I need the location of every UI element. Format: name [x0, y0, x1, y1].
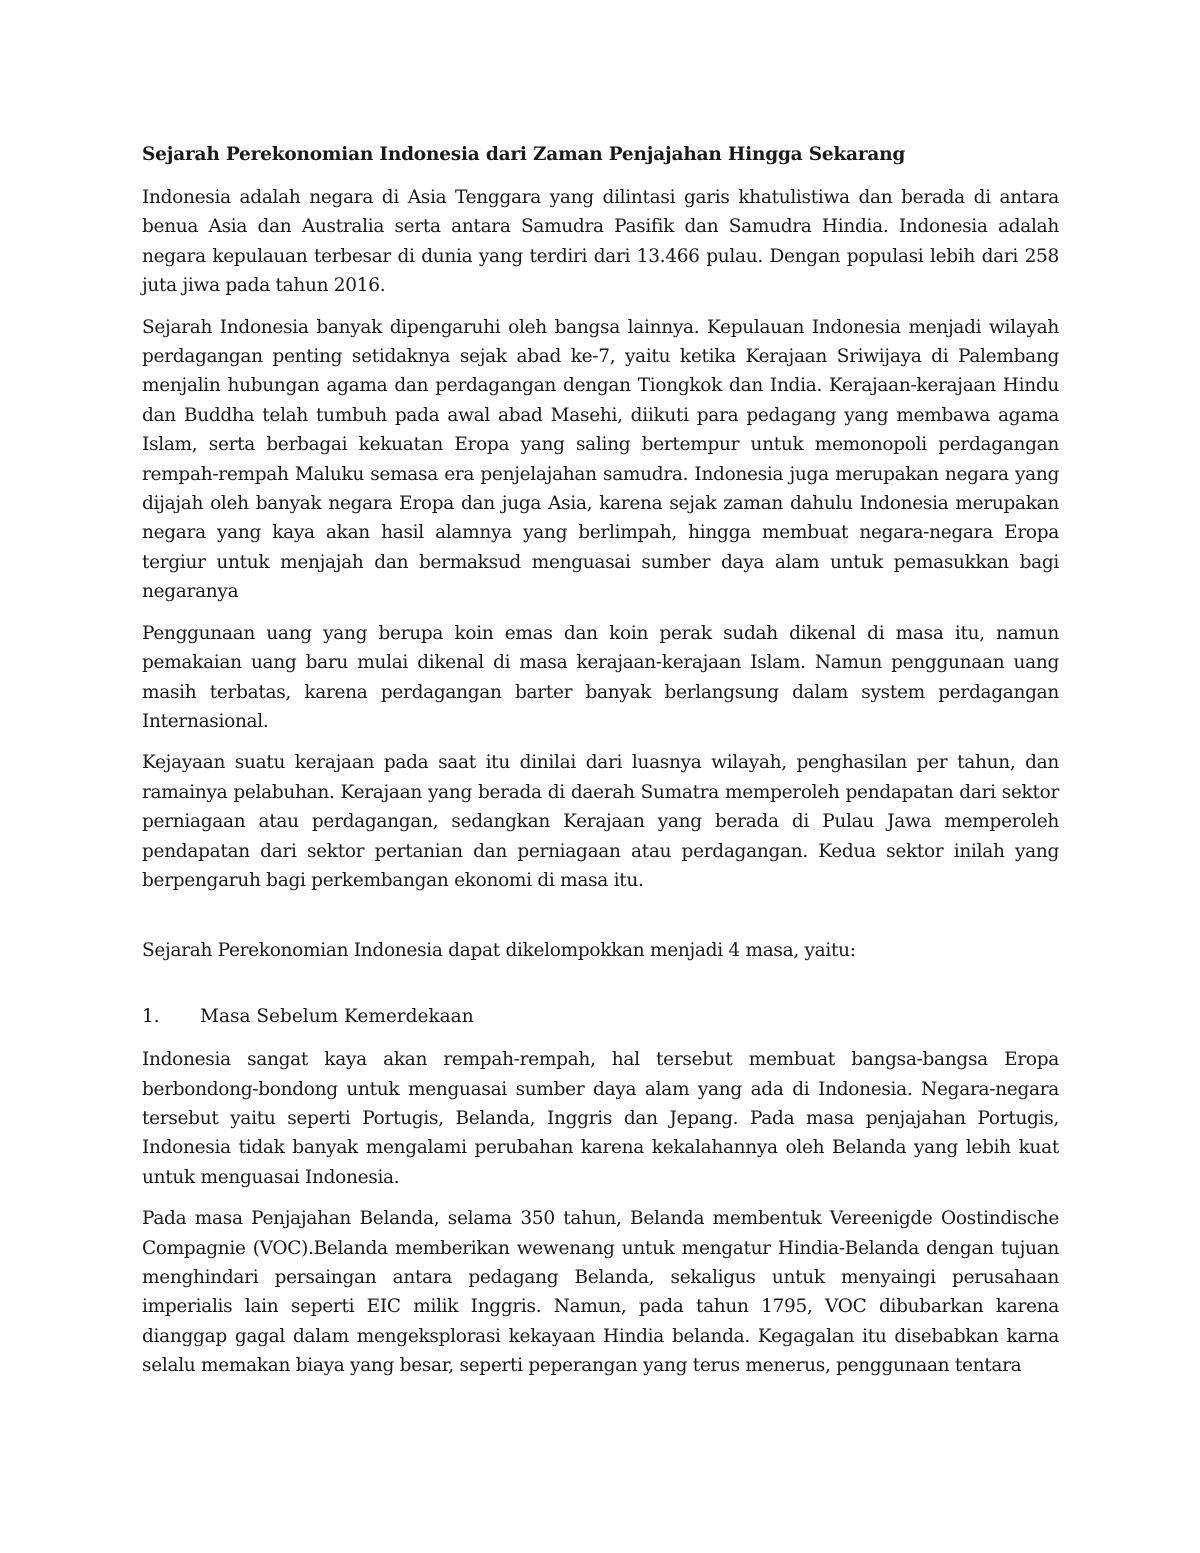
paragraph-kingdoms: Kejayaan suatu kerajaan pada saat itu dinilai dari luasnya wilayah, penghasilan per tahun, dan ramainya pelabuhan. Kerajaan yang berada di daerah Sumatra memperoleh pendapatan dari sektor perniagaan atau perdagangan, sedangkan Kerajaan yang berada di Pulau Jawa memperoleh pendapatan dari sektor pertanian dan perniagaan atau perdagangan. Kedua sektor inilah yang berpengaruh bagi perkembangan ekonomi di masa itu.: [142, 752, 1059, 891]
list-item: [142, 1002, 1059, 1031]
paragraph-currency: Penggunaan uang yang berupa koin emas dan koin perak sudah dikenal di masa itu, namun pemakaian uang baru mulai dikenal di masa kerajaan-kerajaan Islam. Namun penggunaan uang masih terbatas, karena perdagangan barter banyak berlangsung dalam system perdagangan Internasional.: [142, 622, 1059, 732]
blank-line: [142, 907, 1059, 936]
paragraph-history: Sejarah Indonesia banyak dipengaruhi oleh bangsa lainnya. Kepulauan Indonesia menjadi wilayah perdagangan penting setidaknya sejak abad ke-7, yaitu ketika Kerajaan Sriwijaya di Palembang menjalin hubungan agama dan perdagangan dengan Tiongkok dan India. Kerajaan-kerajaan Hindu dan Buddha telah tumbuh pada awal abad Masehi, diikuti para pedagang yang membawa agama Islam, serta berbagai kekuatan Eropa yang saling bertempur untuk memonopoli perdagangan rempah-rempah Maluku semasa era penjelajahan samudra. Indonesia juga merupakan negara yang dijajah oleh banyak negara Eropa dan juga Asia, karena sejak zaman dahulu Indonesia merupakan negara yang kaya akan hasil alamnya yang berlimpah, hingga membuat negara-negara Eropa tergiur untuk menjajah dan bermaksud menguasai sumber daya alam untuk pemasukkan bagi negaranya: [142, 316, 1059, 603]
paragraph-list-intro: Sejarah Perekonomian Indonesia dapat dikelompokkan menjadi 4 masa, yaitu:: [142, 940, 856, 962]
document-page: [142, 140, 1059, 1393]
paragraph-intro: Indonesia adalah negara di Asia Tenggara yang dilintasi garis khatulistiwa dan berada di antara benua Asia dan Australia serta antara Samudra Pasifik dan Samudra Hindia. Indonesia adalah negara kepulauan terbesar di dunia yang terdiri dari 13.466 pulau. Dengan populasi lebih dari 258 juta jiwa pada tahun 2016.: [142, 187, 1059, 297]
paragraph-voc: Pada masa Penjajahan Belanda, selama 350 tahun, Belanda membentuk Vereenigde Oostindische Compagnie (VOC).Belanda memberikan wewenang untuk mengatur Hindia-Belanda dengan tujuan menghindari persaingan antara pedagang Belanda, sekaligus untuk menyaingi perusahaan imperialis lain seperti EIC milik Inggris. Namun, pada tahun 1795, VOC dibubarkan karena dianggap gagal dalam mengeksplorasi kekayaan Hindia belanda. Kegagalan itu disebabkan karna selalu memakan biaya yang besar, seperti peperangan yang terus menerus, penggunaan tentara: [142, 1208, 1059, 1377]
paragraph-spices: Indonesia sangat kaya akan rempah-rempah, hal tersebut membuat bangsa-bangsa Eropa berbondong-bondong untuk menguasai sumber daya alam yang ada di Indonesia. Negara-negara tersebut yaitu seperti Portugis, Belanda, Inggris dan Jepang. Pada masa penjajahan Portugis, Indonesia tidak banyak mengalami perubahan karena kekalahannya oleh Belanda yang lebih kuat untuk menguasai Indonesia.: [142, 1049, 1059, 1188]
list-number: 1.: [142, 1005, 160, 1027]
blank-line: [142, 978, 1059, 1002]
document-title: Sejarah Perekonomian Indonesia dari Zaman Penjajahan Hingga Sekarang: [142, 144, 906, 165]
list-item-text: Masa Sebelum Kemerdekaan: [200, 1005, 474, 1027]
